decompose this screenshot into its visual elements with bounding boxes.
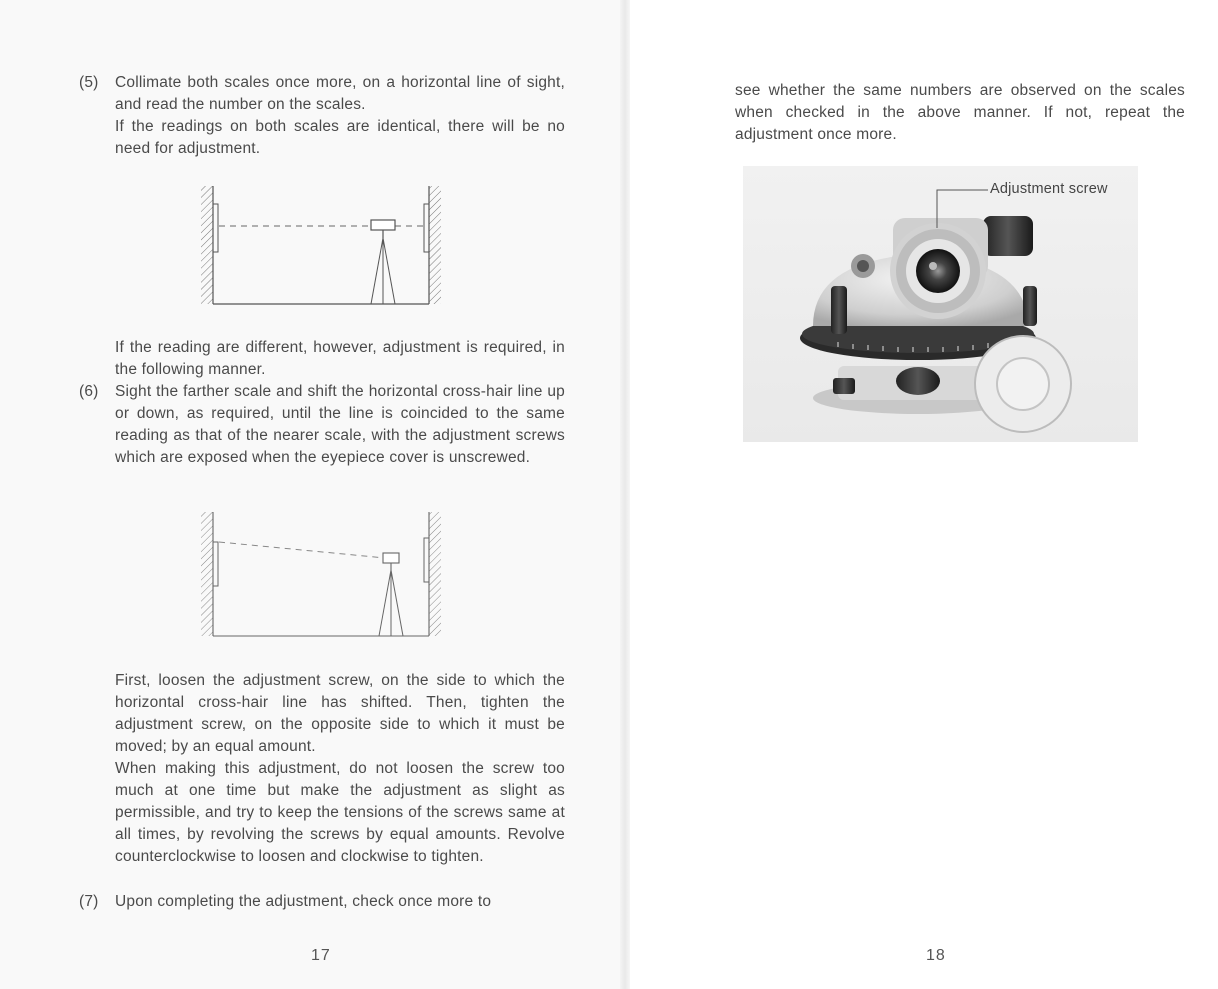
item5-paragraph-1: Collimate both scales once more, on a horizontal line of sight, and read the number on the scales.	[115, 74, 565, 113]
left-wall-hatch	[201, 512, 213, 636]
tripod-leg	[383, 238, 395, 304]
level-instrument	[383, 553, 399, 563]
item7-number: (7)	[79, 893, 99, 910]
tripod-leg	[371, 238, 383, 304]
continuation-paragraph: see whether the same numbers are observed on the scales when checked in the above manner. If not, repeat the adjustment once more.	[735, 82, 1185, 143]
level-instrument	[371, 220, 395, 230]
inclined-sight-line	[219, 542, 385, 558]
item7-paragraph: Upon completing the adjustment, check once more to	[115, 893, 492, 910]
book-gutter	[620, 0, 630, 989]
left-scale	[213, 542, 218, 586]
right-wall-hatch	[429, 186, 441, 304]
page-number-left: 17	[311, 947, 331, 964]
adjustment-screw-callout: Adjustment screw	[990, 181, 1108, 197]
item6-paragraph: Sight the farther scale and shift the horizontal cross-hair line up or down, as required, until the line is coincided to the same reading as that of the nearer scale, with the adjustment screws which are exposed when the eyepiece cover is unscrewed.	[115, 383, 565, 466]
adjustment-care-paragraph: When making this adjustment, do not loosen the screw too much at one time but make the adjustment as slight as permissible, and try to keep the tensions of the screws same at all times, by revolving the screws by equal amounts. Revolve counterclockwise to loosen and clockwise to tighten.	[115, 760, 565, 865]
tripod-leg	[379, 570, 391, 636]
figure-horizontal-sight-diagram	[195, 182, 465, 310]
left-wall-hatch	[201, 186, 213, 304]
right-wall-hatch	[429, 512, 441, 636]
level-instrument-photo	[743, 166, 1138, 442]
left-scale	[213, 204, 218, 252]
tripod-leg	[391, 570, 403, 636]
loosen-screw-paragraph: First, loosen the adjustment screw, on the side to which the horizontal cross-hair line has shifted. Then, tighten the adjustment screw, on the opposite side to which it must be moved; by an equal amount.	[115, 672, 565, 755]
level-instrument-illustration	[743, 166, 1138, 442]
figure-inclined-sight-diagram	[195, 508, 465, 640]
right-scale	[424, 204, 429, 252]
page-number-right: 18	[926, 947, 946, 964]
right-scale	[424, 538, 429, 582]
item5-number: (5)	[79, 74, 99, 91]
right-page	[625, 0, 1218, 989]
item6-number: (6)	[79, 383, 99, 400]
item5-paragraph-2: If the readings on both scales are identical, there will be no need for adjustment.	[115, 118, 565, 157]
reading-different-paragraph: If the reading are different, however, adjustment is required, in the following manner.	[115, 339, 565, 378]
